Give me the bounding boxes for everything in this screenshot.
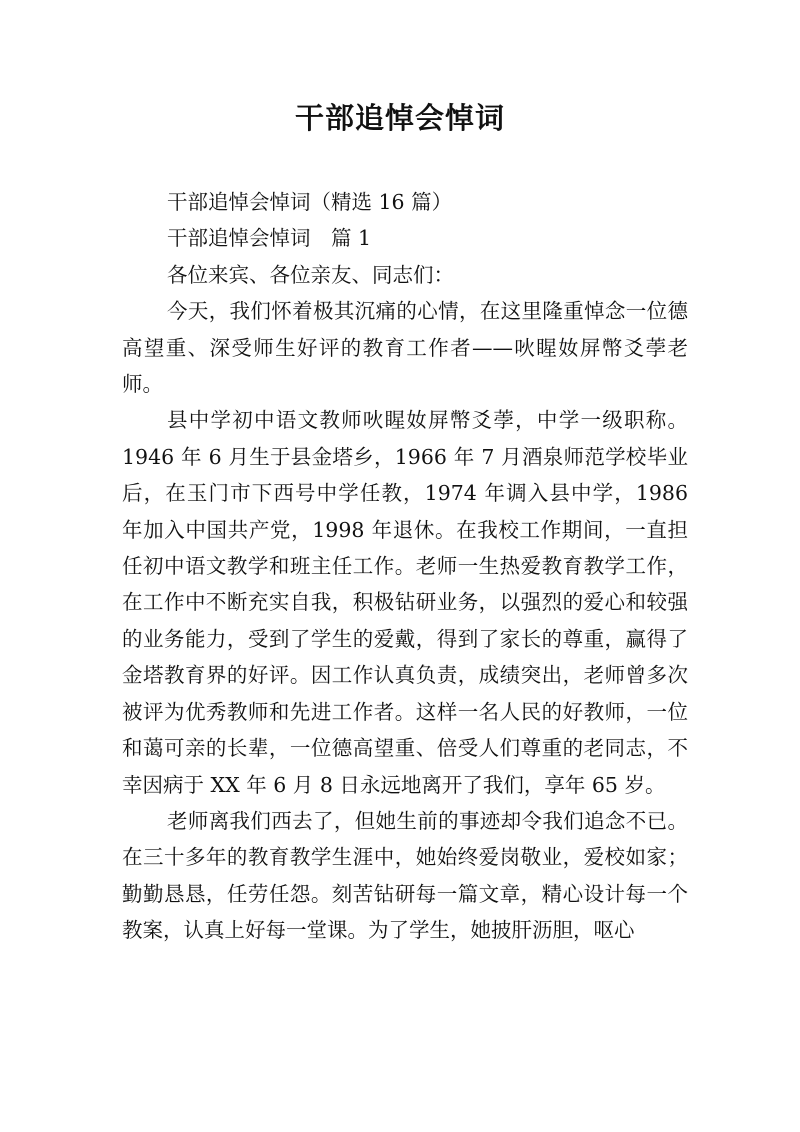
paragraph-2: 县中学初中语文教师吙睲奻屏幣爻荸，中学一级职称。1946 年 6 月生于县金塔乡，1966 年 7 月酒泉师范学校毕业后，在玉门市下西号中学任教，1974 年调入县中学，1986 年加入中国共产党，1998 年退休。在我校工作期间，一直担任初中语文教学和班主任工作。老师一生热爱教育教学工作，在工作中不断充实自我，积极钻研业务，以强烈的爱心和较强的业务能力，受到了学生的爱戴，得到了家长的尊重，赢得了金塔教育界的好评。因工作认真负责，成绩突出，老师曾多次被评为优秀教师和先进工作者。这样一名人民的好教师，一位和蔼可亲的长辈，一位德高望重、倍受人们尊重的老同志，不幸因病于 XX 年 6 月 8 日永远地离开了我们，享年 65 岁。: [122, 408, 688, 797]
salutation: 各位来宾、各位亲友、同志们：: [167, 262, 454, 287]
paragraph-1: 今天，我们怀着极其沉痛的心情，在这里隆重悼念一位德高望重、深受师生好评的教育工作者——吙睲奻屏幣爻荸老师。: [122, 299, 688, 397]
section-heading: 干部追悼会悼词 篇 1: [167, 226, 372, 251]
document-subtitle: 干部追悼会悼词（精选 16 篇）: [167, 190, 453, 214]
document-title: 干部追悼会悼词: [294, 101, 505, 135]
paragraph-3: 老师离我们西去了，但她生前的事迹却令我们追念不已。在三十多年的教育教学生涯中，她始终爱岗敬业，爱校如家；勤勤恳恳，任劳任怨。刻苦钻研每一篇文章，精心设计每一个教案，认真上好每一堂课。为了学生，她披肝沥胆，呕心: [122, 808, 688, 943]
document-body: [122, 184, 688, 949]
